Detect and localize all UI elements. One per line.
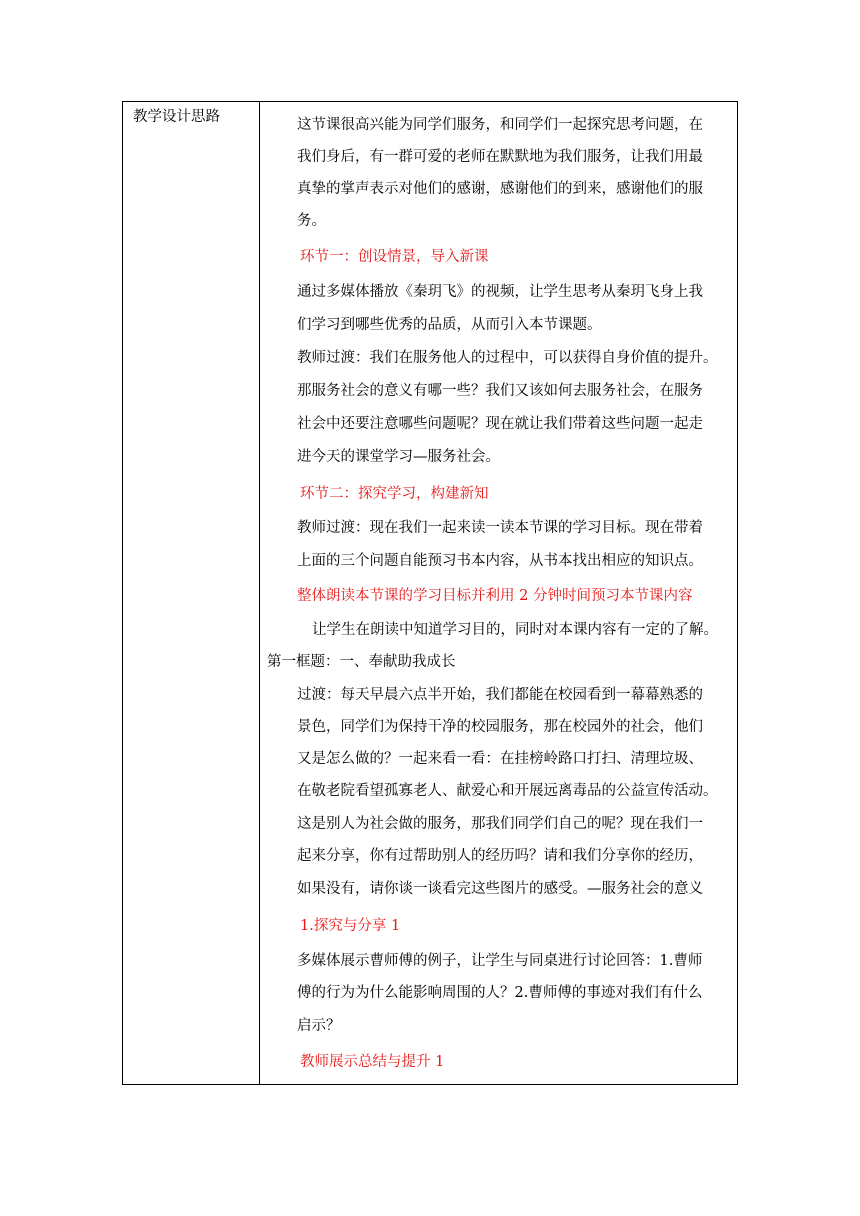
- right-column-content: [123, 102, 739, 1084]
- text-line: 如果没有，请你谈一谈看完这些图片的感受。—服务社会的意义: [297, 881, 703, 897]
- text-line: 起来分享，你有过帮助别人的经历吗？请和我们分享你的经历，: [297, 848, 703, 864]
- text-line: 通过多媒体播放《秦玥飞》的视频，让学生思考从秦玥飞身上我: [297, 284, 703, 300]
- text-line: 务。: [297, 213, 326, 229]
- section-heading: 教师展示总结与提升 1: [300, 1054, 445, 1070]
- text-line: 启示？: [297, 1018, 341, 1034]
- text-line: 过渡：每天早晨六点半开始，我们都能在校园看到一幕幕熟悉的: [297, 687, 703, 703]
- text-line: 多媒体展示曹师傅的例子，让学生与同桌进行讨论回答：1.曹师: [297, 953, 703, 969]
- text-line: 让学生在朗读中知道学习目的，同时对本课内容有一定的了解。: [312, 622, 718, 638]
- text-line: 社会中还要注意哪些问题呢？现在就让我们带着这些问题一起走: [297, 416, 703, 432]
- text-line: 我们身后，有一群可爱的老师在默默地为我们服务，让我们用最: [297, 149, 703, 165]
- text-line: 景色，同学们为保持干净的校园服务，那在校园外的社会，他们: [297, 719, 703, 735]
- text-line: 教师过渡：现在我们一起来读一读本节课的学习目标。现在带着: [297, 520, 703, 536]
- lesson-design-table: [122, 101, 738, 1085]
- text-line: 这是别人为社会做的服务，那我们同学们自己的呢？现在我们一: [297, 816, 703, 832]
- text-line: 又是怎么做的？一起来看一看：在挂榜岭路口打扫、清理垃圾、: [297, 751, 703, 767]
- section-heading: 环节一：创设情景，导入新课: [300, 249, 489, 265]
- text-line: 进今天的课堂学习—服务社会。: [297, 449, 500, 465]
- text-line: 真挚的掌声表示对他们的感谢，感谢他们的到来，感谢他们的服: [297, 181, 703, 197]
- text-line: 那服务社会的意义有哪一些？我们又该如何去服务社会，在服务: [297, 383, 703, 399]
- text-line: 上面的三个问题自能预习书本内容，从书本找出相应的知识点。: [297, 553, 703, 569]
- section-heading: 环节二：探究学习，构建新知: [300, 486, 489, 502]
- section-heading: 整体朗读本节课的学习目标并利用 2 分钟时间预习本节课内容: [297, 588, 693, 604]
- left-column-label: 教学设计思路: [133, 109, 220, 125]
- text-line: 傅的行为为什么能影响周围的人？2.曹师傅的事迹对我们有什么: [297, 985, 703, 1001]
- text-line: 教师过渡：我们在服务他人的过程中，可以获得自身价值的提升。: [297, 350, 718, 366]
- text-line: 们学习到哪些优秀的品质，从而引入本节课题。: [297, 317, 602, 333]
- text-line: 在敬老院看望孤寡老人、献爱心和开展远离毒品的公益宣传活动。: [297, 783, 718, 799]
- text-line: 这节课很高兴能为同学们服务，和同学们一起探究思考问题，在: [297, 117, 703, 133]
- text-line: 第一框题：一、奉献助我成长: [267, 654, 456, 670]
- section-heading: 1.探究与分享 1: [300, 918, 401, 934]
